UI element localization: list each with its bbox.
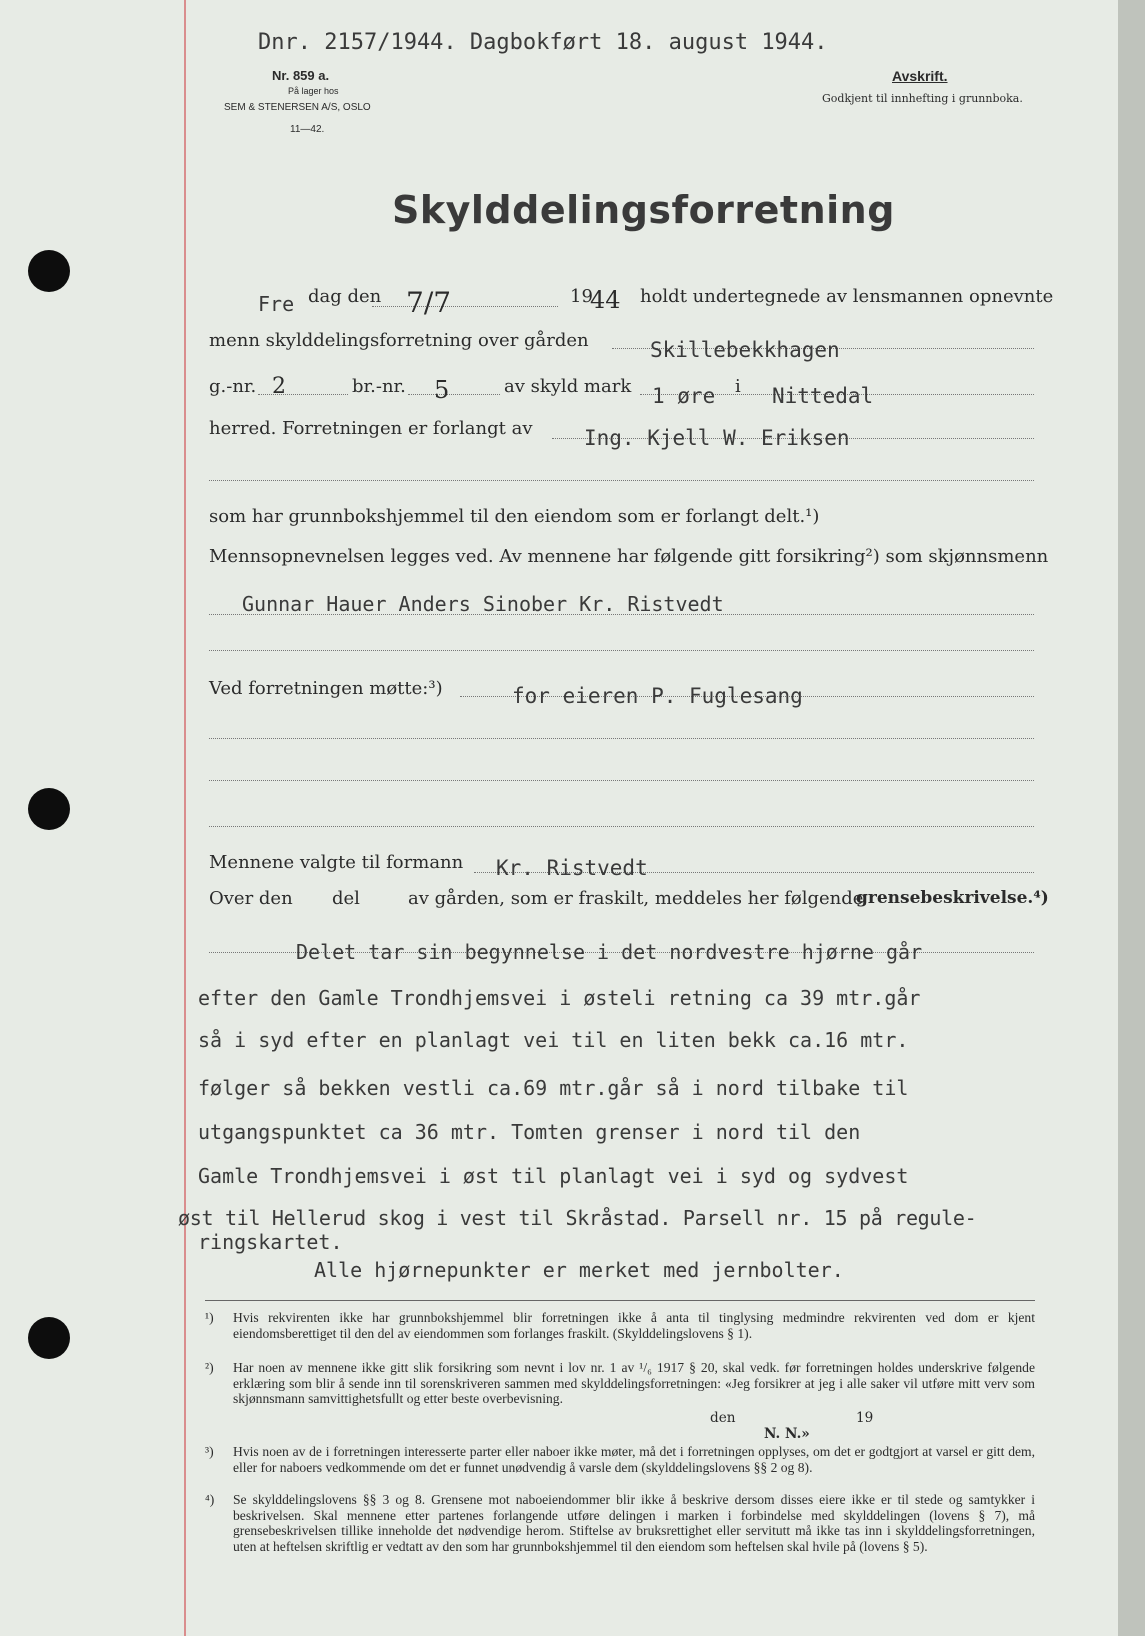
- publisher-line-2: SEM & STENERSEN A/S, OSLO: [224, 102, 371, 113]
- over-text-3: av gården, som er fraskilt, meddeles her følgende: [408, 888, 864, 909]
- godkjent-note: Godkjent til innhefting i grunnboka.: [822, 92, 1023, 105]
- footnote-number: ³): [205, 1444, 214, 1459]
- footnote-text: Har noen av mennene ikke gitt slik forsikring som nevnt i lov nr. 1 av ¹/₆ 1917 § 20, skal vedk. før forretningen holdes underskrive følgende erklæring som blir å sende inn til sorenskriveren sammen med skylddelingsforretningen: «Jeg forsikrer at jeg i alle saker vil utføre mitt verv som skjønnsmann samvittighetsfullt og etter beste overbevisning.: [233, 1360, 1035, 1407]
- journal-stamp: Dnr. 2157/1944. Dagbokført 18. august 1944.: [258, 30, 828, 55]
- description-line: ringskartet.: [198, 1230, 343, 1254]
- publisher-line-1: På lager hos: [288, 86, 339, 96]
- requester: Ing. Kjell W. Eriksen: [584, 426, 850, 450]
- footnote-2: [205, 1360, 1035, 1426]
- weekday-prefix: Fre: [258, 292, 295, 316]
- footnote-number: ²): [205, 1360, 214, 1375]
- footnote-4: [205, 1492, 1035, 1582]
- binder-hole-bottom: [28, 1317, 70, 1359]
- description-line: så i syd efter en planlagt vei til en liten bekk ca.16 mtr.: [198, 1028, 909, 1052]
- footnote-nn: N. N.»: [764, 1426, 810, 1442]
- blank-line-3: [209, 738, 1034, 739]
- description-line: Alle hjørnepunkter er merket med jernbolter.: [314, 1258, 844, 1282]
- footnote-text: Hvis noen av de i forretningen interesserte parter eller naboer ikke møter, må det i forretningen opplyses, om det er godtgjort at varsel er gitt dem, eller for naboers vedkommende om det er funnet unødvendig å varsle dem (skylddelingslovens §§ 2 og 8).: [233, 1444, 1035, 1475]
- farm-name: Skillebekkhagen: [650, 338, 840, 362]
- brnr-label: br.-nr.: [352, 376, 406, 397]
- description-line: Delet tar sin begynnelse i det nordvestre hjørne går: [296, 940, 923, 964]
- footnote-den: den: [710, 1410, 736, 1426]
- footnote-3: [205, 1444, 1035, 1494]
- dag-den-label: dag den: [308, 286, 382, 307]
- publisher-date: 11—42.: [290, 124, 325, 135]
- gnr-label: g.-nr.: [209, 376, 257, 397]
- year-prefix: 19: [570, 286, 593, 307]
- herred-text: herred. Forretningen er forlangt av: [209, 418, 533, 439]
- footnote-1: [205, 1310, 1035, 1360]
- blank-line-4: [209, 780, 1034, 781]
- footnote-year: 19: [856, 1410, 874, 1426]
- page-edge: [1118, 0, 1145, 1636]
- form-number: Nr. 859 a.: [272, 68, 330, 83]
- blank-line-5: [209, 826, 1034, 827]
- holdt-text: holdt undertegnede av lensmannen opnevnte: [640, 286, 1054, 307]
- date-field-line: [372, 306, 558, 307]
- description-line: Gamle Trondhjemsvei i øst til planlagt vei i syd og sydvest: [198, 1164, 909, 1188]
- gnr-value: 2: [272, 374, 286, 399]
- description-line: utgangspunktet ca 36 mtr. Tomten grenser i nord til den: [198, 1120, 861, 1144]
- footnote-number: ¹): [205, 1310, 214, 1325]
- grensebeskrivelse-label: grensebeskrivelse.⁴): [856, 888, 1049, 908]
- over-text-2: del: [332, 888, 360, 909]
- appointed-men: Gunnar Hauer Anders Sinober Kr. Ristvedt: [242, 592, 724, 616]
- document-title: Skylddelingsforretning: [392, 188, 895, 232]
- brnr-value: 5: [434, 376, 450, 404]
- description-line: øst til Hellerud skog i vest til Skråstad. Parsell nr. 15 på regule-: [178, 1206, 977, 1230]
- i-label: i: [735, 376, 741, 397]
- mennsopnevnelsen-text: Mennsopnevnelsen legges ved. Av mennene har følgende gitt forsikring²) som skjønnsmenn: [209, 546, 1049, 567]
- footnote-text: Hvis rekvirenten ikke har grunnbokshjemmel blir forretningen ikke å anta til tinglysing medmindre rekvirenten ved dom er kjent eiendomsberettiget til den del av eiendommen som forlanges fraskilt. (Skylddelingslovens § 1).: [233, 1310, 1035, 1341]
- binder-hole-top: [28, 250, 70, 292]
- blank-line-2: [209, 650, 1034, 651]
- municipality: Nittedal: [772, 384, 874, 408]
- description-line: følger så bekken vestli ca.69 mtr.går så i nord tilbake til: [198, 1076, 909, 1100]
- motte-label: Ved forretningen møtte:³): [209, 678, 443, 699]
- grunnbok-text: som har grunnbokshjemmel til den eiendom som er forlangt delt.¹): [209, 506, 820, 527]
- skyld-label: av skyld mark: [504, 376, 632, 397]
- footnote-text: Se skylddelingslovens §§ 3 og 8. Grensene mot naboeiendommer blir ikke å beskrive dersom disses eiere ikke er til stede og samtykker i beskrivelsen. Skal mennene etter partenes forlangende utføre delingen i marken i forbindelse med skylddelingen (lovens § 7), må grensebeskrivelsen tillike inneholde det nødvendige herom. Stiftelse av bruksrettighet eller servitutt må ikke tas inn i skylddelingsforretningen, uten at heftelsen skriftlig er vedtatt av den som har grunnbokshjemmel til den eiendom som heftelsen skal hvile på (lovens § 5).: [233, 1492, 1035, 1554]
- formann-label: Mennene valgte til formann: [209, 852, 464, 873]
- avskrift-stamp: Avskrift.: [892, 68, 948, 84]
- motte-value: for eieren P. Fuglesang: [512, 684, 803, 708]
- binder-hole-middle: [28, 788, 70, 830]
- red-margin-line: [184, 0, 186, 1636]
- brnr-field-line: [408, 394, 500, 395]
- year-suffix: 44: [590, 286, 621, 314]
- footnote-number: ⁴): [205, 1492, 215, 1507]
- blank-line-1: [209, 480, 1034, 481]
- over-text-1: Over den: [209, 888, 293, 909]
- date-value: 7/7: [406, 286, 452, 319]
- menn-text: menn skylddelingsforretning over gården: [209, 330, 589, 351]
- description-line: efter den Gamle Trondhjemsvei i østeli retning ca 39 mtr.går: [198, 986, 921, 1010]
- formann-value: Kr. Ristvedt: [496, 856, 648, 880]
- skyld-value: 1 øre: [652, 384, 716, 408]
- footnote-separator: [205, 1300, 1035, 1301]
